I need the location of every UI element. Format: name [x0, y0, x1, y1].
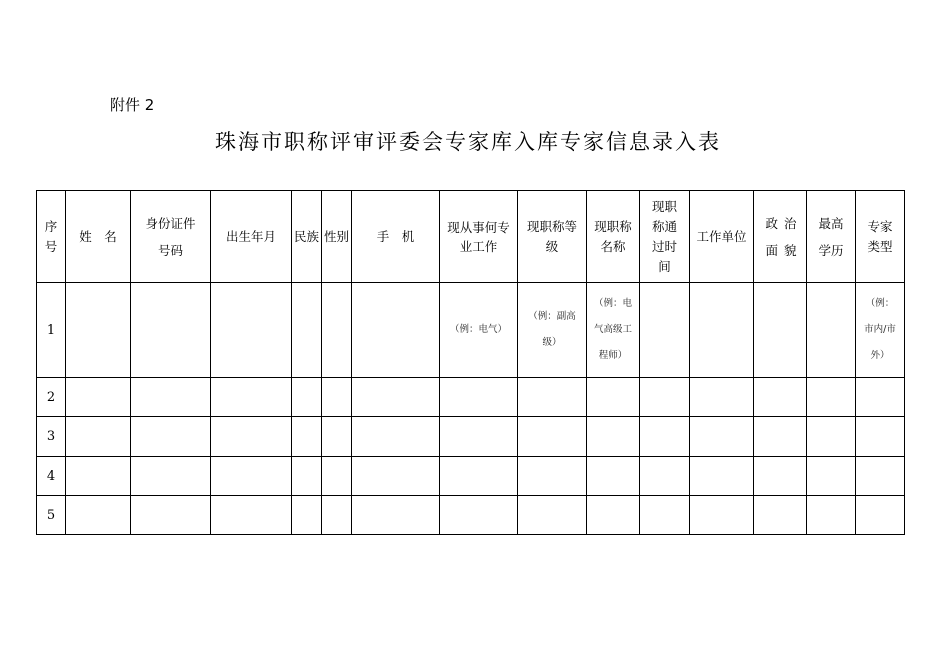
- cell-title-level[interactable]: [518, 457, 587, 496]
- cell-phone[interactable]: [352, 496, 440, 535]
- cell-id-number[interactable]: [131, 496, 211, 535]
- cell-title-name[interactable]: [587, 496, 640, 535]
- header-political: 政治面貌: [754, 191, 807, 283]
- cell-employer[interactable]: [690, 378, 754, 417]
- cell-ethnicity[interactable]: [292, 283, 322, 378]
- cell-id-number[interactable]: [131, 457, 211, 496]
- cell-id-number[interactable]: [131, 417, 211, 457]
- cell-ethnicity[interactable]: [292, 496, 322, 535]
- header-gender: 性别: [322, 191, 352, 283]
- table-row: [37, 496, 905, 535]
- cell-title-level[interactable]: [518, 378, 587, 417]
- cell-title-level[interactable]: [518, 496, 587, 535]
- cell-name[interactable]: [66, 417, 131, 457]
- cell-gender[interactable]: [322, 378, 352, 417]
- cell-title-time[interactable]: [640, 417, 690, 457]
- cell-education[interactable]: [807, 283, 856, 378]
- cell-title-time[interactable]: [640, 378, 690, 417]
- cell-birth[interactable]: [211, 283, 292, 378]
- header-seq: 序号: [37, 191, 66, 283]
- header-name: 姓 名: [66, 191, 131, 283]
- row-number: 4: [37, 457, 66, 496]
- cell-id-number[interactable]: [131, 378, 211, 417]
- cell-phone[interactable]: [352, 457, 440, 496]
- cell-political[interactable]: [754, 457, 807, 496]
- table-row: [37, 417, 905, 457]
- expert-info-table: [36, 190, 905, 535]
- header-row: [37, 191, 905, 283]
- cell-birth[interactable]: [211, 378, 292, 417]
- cell-ethnicity[interactable]: [292, 378, 322, 417]
- row-number: 5: [37, 496, 66, 535]
- cell-gender[interactable]: [322, 283, 352, 378]
- cell-ethnicity[interactable]: [292, 457, 322, 496]
- cell-name[interactable]: [66, 378, 131, 417]
- header-title-time: 现职称通过时间: [640, 191, 690, 283]
- table-row: [37, 457, 905, 496]
- example-title-level: （例：副高级）: [528, 311, 576, 348]
- header-specialty: 现从事何专业工作: [440, 191, 518, 283]
- cell-expert-type[interactable]: [856, 283, 905, 378]
- cell-name[interactable]: [66, 457, 131, 496]
- cell-title-name[interactable]: [587, 417, 640, 457]
- header-title-level: 现职称等级: [518, 191, 587, 283]
- cell-gender[interactable]: [322, 457, 352, 496]
- cell-title-level[interactable]: [518, 417, 587, 457]
- header-birth: 出生年月: [211, 191, 292, 283]
- cell-education[interactable]: [807, 378, 856, 417]
- cell-political[interactable]: [754, 417, 807, 457]
- cell-employer[interactable]: [690, 417, 754, 457]
- cell-employer[interactable]: [690, 283, 754, 378]
- cell-specialty[interactable]: [440, 457, 518, 496]
- cell-specialty[interactable]: [440, 283, 518, 378]
- header-education: 最高学历: [807, 191, 856, 283]
- cell-title-time[interactable]: [640, 283, 690, 378]
- header-expert-type: 专家类型: [856, 191, 905, 283]
- header-phone: 手 机: [352, 191, 440, 283]
- header-ethnicity: 民族: [292, 191, 322, 283]
- cell-birth[interactable]: [211, 496, 292, 535]
- cell-name[interactable]: [66, 496, 131, 535]
- cell-expert-type[interactable]: [856, 496, 905, 535]
- row-number: 1: [37, 283, 66, 378]
- cell-specialty[interactable]: [440, 417, 518, 457]
- cell-expert-type[interactable]: [856, 457, 905, 496]
- page-title: 珠海市职称评审评委会专家库入库专家信息录入表: [215, 130, 721, 154]
- cell-gender[interactable]: [322, 496, 352, 535]
- cell-expert-type[interactable]: [856, 417, 905, 457]
- cell-education[interactable]: [807, 496, 856, 535]
- cell-ethnicity[interactable]: [292, 417, 322, 457]
- cell-gender[interactable]: [322, 417, 352, 457]
- cell-title-name[interactable]: [587, 457, 640, 496]
- table-row: [37, 283, 905, 378]
- cell-political[interactable]: [754, 496, 807, 535]
- row-number: 3: [37, 417, 66, 457]
- cell-expert-type[interactable]: [856, 378, 905, 417]
- cell-political[interactable]: [754, 378, 807, 417]
- example-expert-type: （例：市内/市外）: [864, 298, 896, 361]
- cell-name[interactable]: [66, 283, 131, 378]
- cell-phone[interactable]: [352, 283, 440, 378]
- cell-specialty[interactable]: [440, 496, 518, 535]
- cell-education[interactable]: [807, 457, 856, 496]
- table-row: [37, 378, 905, 417]
- cell-employer[interactable]: [690, 496, 754, 535]
- cell-specialty[interactable]: [440, 378, 518, 417]
- cell-title-level[interactable]: [518, 283, 587, 378]
- cell-employer[interactable]: [690, 457, 754, 496]
- cell-political[interactable]: [754, 283, 807, 378]
- cell-title-time[interactable]: [640, 496, 690, 535]
- cell-title-name[interactable]: [587, 283, 640, 378]
- cell-id-number[interactable]: [131, 283, 211, 378]
- row-number: 2: [37, 378, 66, 417]
- header-title-name: 现职称名称: [587, 191, 640, 283]
- cell-birth[interactable]: [211, 457, 292, 496]
- cell-birth[interactable]: [211, 417, 292, 457]
- cell-phone[interactable]: [352, 378, 440, 417]
- attachment-label: 附件 2: [110, 96, 155, 114]
- header-id-number: 身份证件号码: [131, 191, 211, 283]
- header-employer: 工作单位: [690, 191, 754, 283]
- example-specialty: （例：电气）: [449, 324, 507, 335]
- cell-phone[interactable]: [352, 417, 440, 457]
- example-title-name: （例：电气高级工程师）: [593, 298, 632, 361]
- cell-title-time[interactable]: [640, 457, 690, 496]
- cell-title-name[interactable]: [587, 378, 640, 417]
- cell-education[interactable]: [807, 417, 856, 457]
